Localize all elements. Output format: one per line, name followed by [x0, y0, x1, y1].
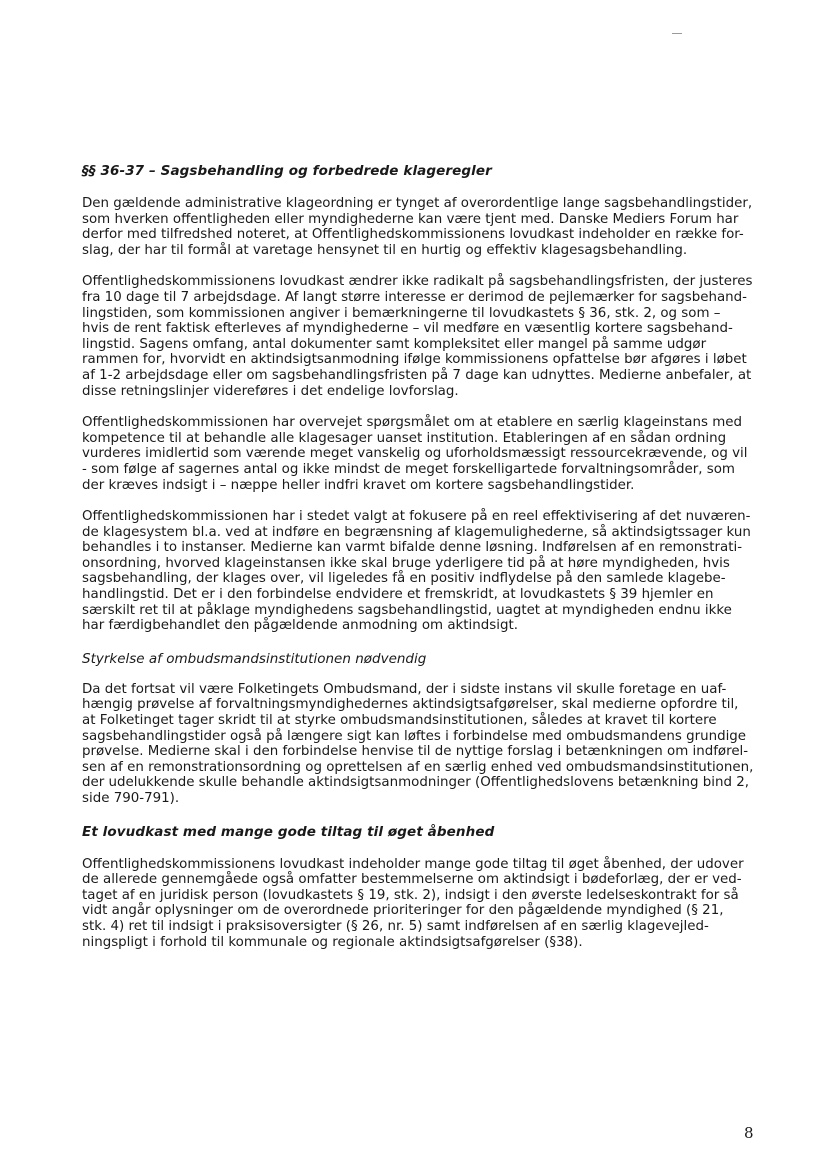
body-paragraph: [82, 415, 762, 493]
scan-speck: [672, 33, 682, 34]
paragraph-line: lingstid. Sagens omfang, antal dokumenter samt kompleksitet eller mangel på samme udgør: [82, 336, 707, 352]
paragraph-line: Offentlighedskommissionens lovudkast indeholder mange gode tiltag til øget åbenhed, der udover: [82, 856, 744, 872]
paragraph-line: Offentlighedskommissionens lovudkast ændrer ikke radikalt på sagsbehandlingsfristen, der justeres: [82, 274, 753, 290]
paragraph-line: Offentlighedskommissionen har overvejet spørgsmålet om at etablere en særlig klageinstans med: [82, 415, 743, 431]
paragraph-line: side 790-791).: [82, 791, 180, 806]
paragraph-line: der kræves indsigt i – næppe heller indfri kravet om kortere sagsbehandlingstider.: [82, 477, 635, 493]
paragraph-line: behandles i to instanser. Medierne kan varmt bifalde denne løsning. Indførelsen af en remonstrati-: [82, 540, 743, 556]
paragraph-line: taget af en juridisk person (lovudkastets § 19, stk. 2), indsigt i den øverste ledelseskontrakt for så: [82, 887, 739, 903]
paragraph-line: Da det fortsat vil være Folketingets Ombudsmand, der i sidste instans vil skulle foretage en uaf-: [82, 681, 727, 697]
paragraph-line: af 1-2 arbejdsdage eller om sagsbehandlingsfristen på 7 dage kan udnyttes. Medierne anbefaler, at: [82, 367, 752, 383]
paragraph-line: onsordning, hvorved klageinstansen ikke skal bruge yderligere tid på at høre myndigheden, hvis: [82, 555, 730, 571]
paragraph-line: sagsbehandlingstider også på længere sigt kan løftes i forbindelse med ombudsmandens grundige: [82, 728, 747, 744]
paragraph-line: vurderes imidlertid som værende meget vanskelig og uforholdsmæssigt ressourcekrævende, og vil: [82, 446, 748, 462]
section-heading: Et lovudkast med mange gode tiltag til øget åbenhed: [82, 823, 495, 840]
paragraph-line: hængig prøvelse af forvaltningsmyndighedernes aktindsigtsafgørelser, skal medierne opfordre til,: [82, 697, 739, 713]
paragraph-line: stk. 4) ret til indsigt i praksisoversigter (§ 26, nr. 5) samt indførelsen af en særlig klagevejled-: [82, 918, 709, 934]
body-paragraph: [82, 857, 762, 951]
paragraph-line: at Folketinget tager skridt til at styrke ombudsmandsinstitutionen, således at kravet til kortere: [82, 713, 717, 729]
paragraph-line: sen af en remonstrationsordning og oprettelsen af en særlig enhed ved ombudsmandsinstitutionen,: [82, 759, 754, 775]
paragraph-line: ningspligt i forhold til kommunale og regionale aktindsigtsafgørelser (§38).: [82, 934, 583, 950]
paragraph-line: - som følge af sagernes antal og ikke mindst de meget forskelligartede forvaltningsområder, som: [82, 461, 735, 477]
paragraph-line: lingstiden, som kommissionen angiver i bemærkningerne til lovudkastets § 36, stk. 2, og som –: [82, 305, 721, 321]
paragraph-line: Offentlighedskommissionen har i stedet valgt at fokusere på en reel effektivisering af det nuværen-: [82, 509, 751, 525]
paragraph-line: derfor med tilfredshed noteret, at Offentlighedskommissionens lovudkast indeholder en række for-: [82, 227, 744, 243]
body-paragraph: [82, 274, 762, 399]
paragraph-line: fra 10 dage til 7 arbejdsdage. Af langt større interesse er derimod de pejlemærker for sagsbehand-: [82, 289, 747, 305]
paragraph-line: de klagesystem bl.a. ved at indføre en begrænsning af klagemulighederne, så aktindsigtssager kun: [82, 524, 751, 540]
paragraph-line: sagsbehandling, der klages over, vil ligeledes få en positiv indflydelse på den samlede klagebe-: [82, 571, 726, 587]
paragraph-line: særskilt ret til at påklage myndighedens sagsbehandlingstid, uagtet at myndigheden endnu ikke: [82, 602, 732, 618]
paragraph-line: vidt angår oplysninger om de overordnede prioriteringer for den pågældende myndighed (§ 21,: [82, 903, 724, 919]
paragraph-line: slag, der har til formål at varetage hensynet til en hurtig og effektiv klagesagsbehandling.: [82, 242, 688, 258]
page-number: 8: [744, 1124, 754, 1142]
body-paragraph: [82, 509, 762, 634]
paragraph-line: kompetence til at behandle alle klagesager uanset institution. Etableringen af en sådan ordning: [82, 430, 727, 446]
paragraph-line: de allerede gennemgåede også omfatter bestemmelserne om aktindsigt i bødeforlæg, der er ved-: [82, 872, 742, 888]
document-body: [82, 162, 762, 966]
paragraph-line: handlingstid. Det er i den forbindelse endvidere et fremskridt, at lovudkastets § 39 hjemler en: [82, 587, 714, 603]
subsection-heading: Styrkelse af ombudsmandsinstitutionen nødvendig: [82, 650, 427, 667]
paragraph-line: prøvelse. Medierne skal i den forbindelse henvise til de nyttige forslag i betænkningen om indførel-: [82, 744, 749, 760]
body-paragraph: [82, 196, 762, 258]
paragraph-line: Den gældende administrative klageordning er tynget af overordentlige lange sagsbehandlingstider,: [82, 196, 753, 211]
body-paragraph: [82, 682, 762, 807]
section-heading: §§ 36-37 – Sagsbehandling og forbedrede klageregler: [82, 163, 492, 179]
paragraph-line: disse retningslinjer videreføres i det endelige lovforslag.: [82, 383, 459, 399]
paragraph-line: rammen for, hvorvidt en aktindsigtsanmodning ifølge kommissionens opfattelse bør afgøres i løbet: [82, 352, 747, 368]
paragraph-line: som hverken offentligheden eller myndighederne kan være tjent med. Danske Mediers Forum har: [82, 211, 739, 227]
paragraph-line: har færdigbehandlet den pågældende anmodning om aktindsigt.: [82, 618, 518, 634]
paragraph-line: hvis de rent faktisk efterleves af myndighederne – vil medføre en væsentlig kortere sagsbehand-: [82, 321, 733, 337]
paragraph-line: der udelukkende skulle behandle aktindsigtsanmodninger (Offentlighedslovens betænkning bind 2,: [82, 775, 749, 791]
